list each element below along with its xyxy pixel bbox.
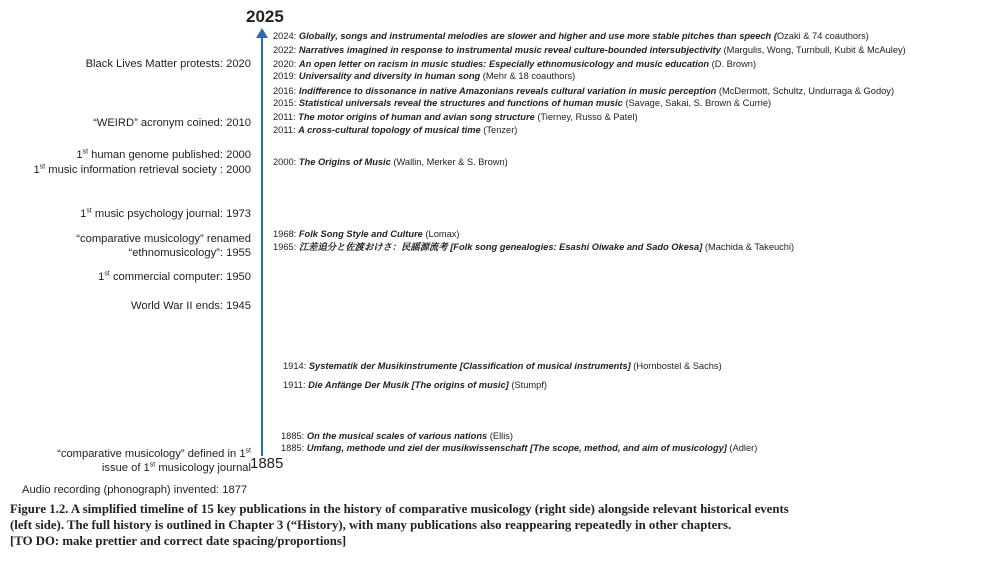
event-genome-sup: st (82, 148, 89, 156)
pub-year: 1885: (281, 443, 307, 453)
pub-authors: (Margulis, Wong, Turnbull, Kubit & McAuley) (720, 45, 906, 55)
pub-title: Universality and diversity in human song (298, 71, 481, 81)
event-computer-sup: st (104, 270, 110, 278)
event-computer (98, 270, 251, 284)
pub-title: 江差追分と佐渡おけさ：民謡源流考 [Folk song genealogies: Esashi Oiwake and Sado Okesa] (298, 242, 703, 252)
pub-year: 2000: (273, 157, 299, 167)
pub-title: A cross-cultural topology of musical time (298, 125, 481, 135)
pub-title: Statistical universals reveal the structures and functions of human music (298, 98, 623, 108)
event-mir (34, 163, 252, 177)
pub-year: 2011: (273, 125, 299, 135)
pub-authors: (Tenzer) (480, 125, 518, 135)
pub-authors: (Stumpf) (508, 380, 548, 390)
event-mir-sup: st (39, 163, 46, 171)
publication-entry (273, 124, 517, 136)
pub-year: 1968: (273, 229, 299, 239)
pub-title: On the musical scales of various nations (306, 431, 488, 441)
pub-year: 2016: (273, 86, 299, 96)
publication-entry (281, 442, 757, 454)
event-psych-text: music psychology journal: 1973 (91, 208, 251, 220)
event-genome-text: human genome published: 2000 (88, 149, 251, 161)
pub-year: 2011: (273, 112, 299, 122)
pub-title: The Origins of Music (298, 157, 391, 167)
pub-year: 1914: (283, 361, 309, 371)
publication-entry (283, 379, 547, 391)
pub-authors: (Wallin, Merker & S. Brown) (390, 157, 508, 167)
pub-authors: Ozaki & 74 coauthors) (776, 31, 869, 41)
pub-year: 2015: (273, 98, 299, 108)
event-psych (80, 207, 251, 221)
pub-authors: (Lomax) (422, 229, 460, 239)
pub-authors: (Savage, Sakai, S. Brown & Currie) (622, 98, 772, 108)
pub-authors: (Ellis) (487, 431, 514, 441)
event-defined-line2-pre: issue of 1 (101, 462, 150, 474)
event-weird: “WEIRD” acronym coined: 2010 (93, 117, 251, 129)
pub-year: 2024: (273, 31, 299, 41)
event-blm: Black Lives Matter protests: 2020 (85, 58, 251, 70)
axis-top-year: 2025 (246, 7, 284, 26)
publication-entry (283, 360, 722, 372)
publication-entry (273, 97, 771, 109)
publication-entry (273, 44, 906, 56)
pub-authors: (Adler) (726, 443, 758, 453)
pub-year: 2022: (273, 45, 299, 55)
event-genome-num: 1 (76, 149, 83, 161)
event-defined-line1-sup: st (245, 447, 251, 455)
publication-entry (281, 430, 513, 442)
publication-entry (273, 70, 575, 82)
pub-title: Systematik der Musikinstrumente [Classification of musical instruments] (308, 361, 631, 371)
pub-title: An open letter on racism in music studies: Especially ethnomusicology and music education (298, 59, 710, 69)
event-mir-text: music information retrieval society : 2000 (45, 164, 251, 176)
pub-year: 1911: (283, 380, 309, 390)
event-defined-line1 (57, 447, 251, 461)
timeline-axis (261, 36, 263, 456)
pub-title: Die Anfänge Der Musik [The origins of music] (308, 380, 509, 390)
pub-authors: (Hornbostel & Sachs) (630, 361, 722, 371)
event-computer-text: commercial computer: 1950 (109, 271, 251, 283)
pub-year: 1885: (281, 431, 307, 441)
figure-caption (10, 501, 995, 549)
publication-entry (273, 111, 638, 123)
pub-year: 2019: (273, 71, 299, 81)
publication-entry (273, 58, 756, 70)
publication-entry (273, 241, 794, 253)
axis-bottom-year: 1885 (250, 455, 284, 472)
pub-title: Umfang, methode und ziel der musikwissenschaft [The scope, method, and aim of musicology] (306, 443, 727, 453)
caption-line-1: Figure 1.2. A simplified timeline of 15 key publications in the history of comparative musicology (right side) alongside relevant historical events (10, 502, 789, 516)
pub-year: 2020: (273, 59, 299, 69)
pub-title: Folk Song Style and Culture (298, 229, 423, 239)
pub-authors: (McDermott, Schultz, Undurraga & Godoy) (716, 86, 895, 96)
pub-authors: (Machida & Takeuchi) (702, 242, 795, 252)
event-psych-num: 1 (80, 208, 87, 220)
caption-line-3: [TO DO: make prettier and correct date spacing/proportions] (10, 534, 347, 548)
pub-authors: (D. Brown) (709, 59, 757, 69)
publication-entry (273, 228, 460, 240)
caption-line-2: (left side). The full history is outlined in Chapter 3 (“History), with many publications also reappearing repeatedly in other chapters. (10, 518, 732, 532)
pub-title: Indifference to dissonance in native Amazonians reveals cultural variation in music perception (298, 86, 717, 96)
event-computer-num: 1 (98, 271, 105, 283)
event-defined-line2 (102, 461, 251, 475)
pub-authors: (Mehr & 18 coauthors) (480, 71, 576, 81)
event-defined-line2-post: musicology journal (155, 462, 251, 474)
event-mir-num: 1 (33, 164, 40, 176)
pub-authors: (Tierney, Russo & Patel) (534, 112, 638, 122)
pub-title: Globally, songs and instrumental melodies are slower and higher and use more stable pitches than speech ( (298, 31, 777, 41)
publication-entry (273, 85, 894, 97)
pub-title: Narratives imagined in response to instrumental music reveal culture-bounded intersubjectivity (298, 45, 721, 55)
event-genome (76, 148, 251, 162)
event-psych-sup: st (86, 207, 92, 215)
event-phonograph: Audio recording (phonograph) invented: 1877 (22, 484, 248, 496)
event-defined-line1-text: “comparative musicology” defined in 1 (57, 448, 246, 460)
event-renamed-line2: “ethnomusicology”: 1955 (128, 247, 251, 259)
publication-entry (273, 156, 508, 168)
pub-title: The motor origins of human and avian song structure (298, 112, 535, 122)
event-renamed-line1: “comparative musicology” renamed (76, 233, 251, 245)
event-ww2: World War II ends: 1945 (130, 300, 251, 312)
publication-entry (273, 30, 869, 42)
pub-year: 1965: (273, 242, 299, 252)
event-defined-line2-sup: st (149, 461, 156, 469)
